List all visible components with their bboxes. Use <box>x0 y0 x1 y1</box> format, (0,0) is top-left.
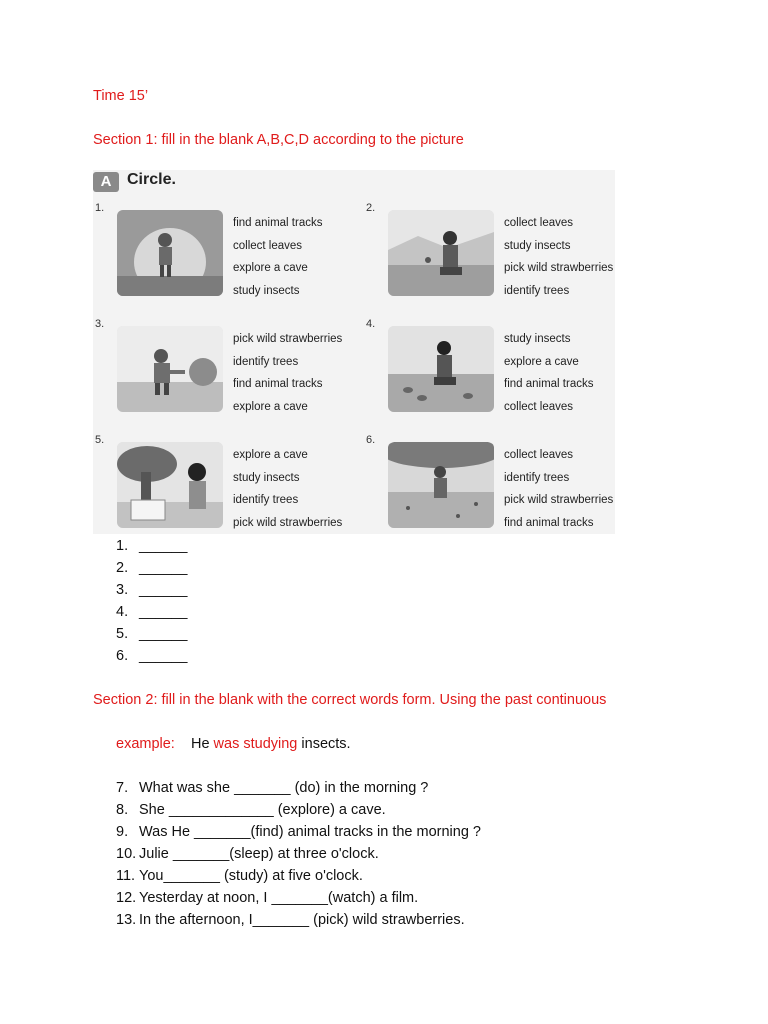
exercise-number: 4. <box>366 318 376 330</box>
option-item[interactable]: identify trees <box>504 285 570 298</box>
question-item: 7. What was she _______ (do) in the morning ? <box>116 780 429 796</box>
exercise-number: 5. <box>95 434 105 446</box>
question-item: 10. Julie _______(sleep) at three o'clock. <box>116 846 379 862</box>
example-highlight: was studying <box>213 736 298 752</box>
option-item[interactable]: study insects <box>504 333 571 345</box>
exercise-number: 6. <box>366 434 376 446</box>
option-item[interactable]: explore a cave <box>233 262 308 275</box>
exercise-options <box>504 328 593 419</box>
answer-item: 5. ______ <box>116 626 188 642</box>
cave-illustration <box>117 210 223 296</box>
example-line <box>116 736 351 752</box>
exercise-number: 1. <box>95 202 105 214</box>
example-label: example: <box>116 736 175 752</box>
question-text[interactable]: She _____________ (explore) a cave. <box>139 802 386 818</box>
option-item[interactable]: explore a cave <box>233 449 308 461</box>
option-item[interactable]: collect leaves <box>504 449 574 461</box>
question-text[interactable]: You_______ (study) at five o'clock. <box>139 868 363 884</box>
option-item[interactable]: identify trees <box>233 494 299 507</box>
option-item[interactable]: collect leaves <box>504 401 574 414</box>
question-item: 12. Yesterday at noon, I _______(watch) a film. <box>116 890 419 906</box>
question-item: 11. You_______ (study) at five o'clock. <box>116 868 363 884</box>
option-item[interactable]: find animal tracks <box>233 217 323 229</box>
option-item[interactable]: pick wild strawberries <box>504 262 614 275</box>
answer-blank[interactable]: ______ <box>139 626 188 642</box>
option-item[interactable]: explore a cave <box>233 401 308 414</box>
question-item: 9. Was He _______(find) animal tracks in the morning ? <box>116 824 481 840</box>
option-item[interactable]: pick wild strawberries <box>504 494 614 507</box>
exercise-4 <box>366 318 626 430</box>
time-label: Time 15’ <box>93 88 149 104</box>
exercise-5 <box>95 434 355 546</box>
example-pre: He <box>190 736 210 752</box>
option-item[interactable]: study insects <box>233 471 300 484</box>
section2-title: Section 2: fill in the blank with the correct words form. Using the past continuous <box>93 692 607 708</box>
example-post: insects. <box>301 736 351 752</box>
trees-illustration <box>117 442 223 528</box>
exercise-number: 3. <box>95 318 105 330</box>
option-item[interactable]: find animal tracks <box>233 378 323 391</box>
option-item[interactable]: identify trees <box>233 355 299 368</box>
answer-blank[interactable]: ______ <box>139 604 188 620</box>
option-item[interactable]: study insects <box>504 239 571 252</box>
question-item: 13. In the afternoon, I_______ (pick) wild strawberries. <box>116 912 465 928</box>
question-text[interactable]: Yesterday at noon, I _______(watch) a film. <box>139 890 419 906</box>
exercise-options <box>233 212 322 303</box>
section1-title: Section 1: fill in the blank A,B,C,D according to the picture <box>93 132 464 148</box>
option-item[interactable]: collect leaves <box>233 239 303 252</box>
exercise-6 <box>366 434 626 546</box>
insects-illustration <box>388 210 494 296</box>
answer-item: 3. ______ <box>116 582 188 598</box>
exercise-number: 2. <box>366 202 376 214</box>
answer-blank[interactable]: ______ <box>139 648 188 664</box>
answer-blank[interactable]: ______ <box>139 538 188 554</box>
answer-item: 6. ______ <box>116 648 188 664</box>
question-item: 8. She _____________ (explore) a cave. <box>116 802 386 818</box>
option-item[interactable]: collect leaves <box>504 217 574 229</box>
option-item[interactable]: explore a cave <box>504 355 579 368</box>
answer-item: 2. ______ <box>116 560 188 576</box>
strawberries-illustration <box>117 326 223 412</box>
option-item[interactable]: find animal tracks <box>504 517 594 530</box>
question-text[interactable]: Julie _______(sleep) at three o'clock. <box>139 846 379 862</box>
option-item[interactable]: pick wild strawberries <box>233 517 343 530</box>
circle-badge: A <box>93 172 119 192</box>
answer-item: 4. ______ <box>116 604 188 620</box>
tracks-illustration <box>388 326 494 412</box>
exercise-1 <box>95 202 355 314</box>
answer-blank[interactable]: ______ <box>139 582 188 598</box>
circle-exercise-picture <box>93 170 615 534</box>
exercise-3 <box>95 318 355 430</box>
question-text[interactable]: What was she _______ (do) in the morning ? <box>139 780 429 796</box>
exercise-options <box>233 328 342 419</box>
option-item[interactable]: study insects <box>233 285 300 298</box>
answer-item: 1. ______ <box>116 538 188 554</box>
exercise-options <box>504 444 613 535</box>
question-text[interactable]: Was He _______(find) animal tracks in the morning ? <box>139 824 481 840</box>
exercise-options <box>233 444 342 535</box>
option-item[interactable]: find animal tracks <box>504 378 594 391</box>
leaves-illustration <box>388 442 494 528</box>
option-item[interactable]: pick wild strawberries <box>233 333 343 345</box>
question-text[interactable]: In the afternoon, I_______ (pick) wild strawberries. <box>139 912 465 928</box>
exercise-2 <box>366 202 626 314</box>
exercise-options <box>504 212 613 303</box>
option-item[interactable]: identify trees <box>504 471 570 484</box>
circle-heading: Circle. <box>127 171 176 188</box>
answer-blank[interactable]: ______ <box>139 560 188 576</box>
